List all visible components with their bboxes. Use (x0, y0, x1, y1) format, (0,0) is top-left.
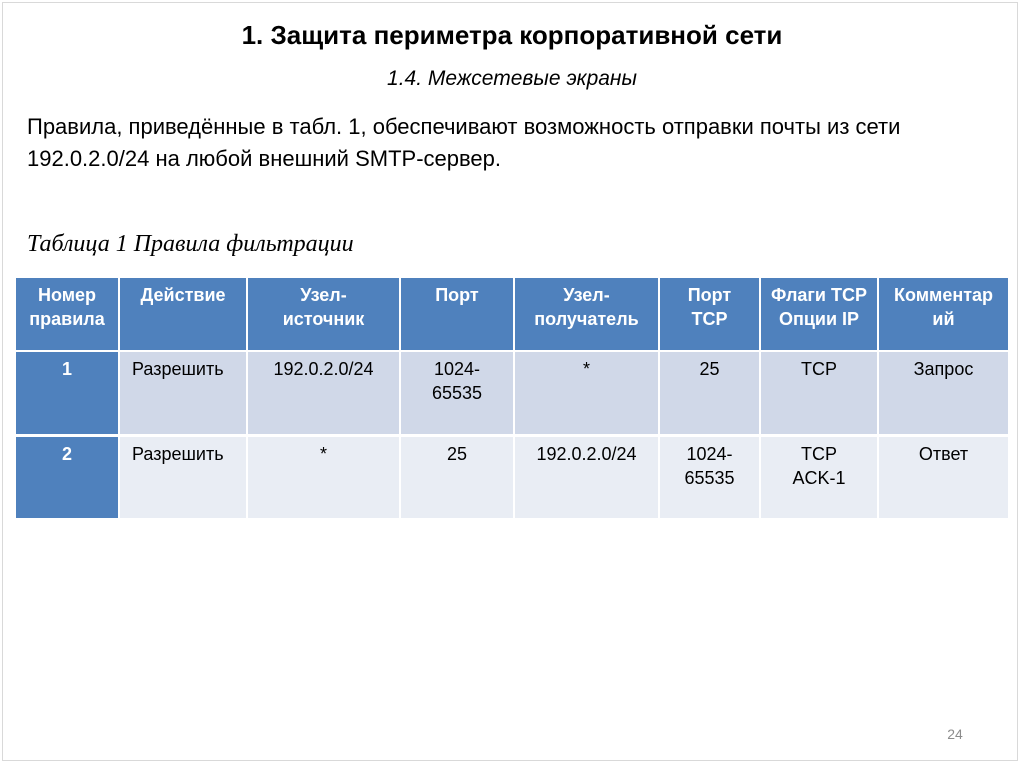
slide-subtitle: 1.4. Межсетевые экраны (387, 67, 637, 90)
header-text: Порт (435, 285, 479, 305)
cell-source-host: 192.0.2.0/24 (247, 351, 400, 435)
cell-text: 25 (699, 359, 720, 379)
header-text: Опции IP (778, 309, 860, 329)
cell-destination-host: 192.0.2.0/24 (514, 435, 659, 519)
header-destination-host (514, 277, 659, 351)
header-text: Порт (687, 285, 732, 305)
header-text: правила (29, 309, 105, 329)
cell-tcp-flags (760, 351, 878, 435)
cell-source-host: * (247, 435, 400, 519)
cell-action: Разрешить (119, 351, 247, 435)
cell-text: 1024- (686, 443, 733, 464)
cell-comment: Ответ (878, 435, 1009, 519)
header-tcp-port (659, 277, 760, 351)
cell-text: ACK-1 (792, 467, 846, 488)
table-caption: Таблица 1 Правила фильтрации (27, 231, 354, 257)
cell-port (400, 435, 514, 519)
table-row (15, 351, 1009, 435)
cell-text: 65535 (684, 467, 735, 488)
cell-tcp-port (659, 351, 760, 435)
cell-action: Разрешить (119, 435, 247, 519)
slide-title: 1. Защита периметра корпоративной сети (241, 20, 783, 50)
header-tcp-flags (760, 277, 878, 351)
page-number: 24 (947, 726, 963, 742)
header-text: ий (932, 309, 955, 329)
header-source-host (247, 277, 400, 351)
header-port (400, 277, 514, 351)
cell-text: TCP (801, 359, 837, 379)
header-rule-number (15, 277, 119, 351)
header-text: Узел- (563, 285, 610, 305)
header-text: Номер (37, 285, 97, 305)
cell-comment: Запрос (878, 351, 1009, 435)
cell-rule-number: 1 (15, 351, 119, 435)
table-header-row (15, 277, 1009, 351)
header-text: TCP (691, 309, 728, 329)
header-text: источник (282, 309, 365, 329)
cell-text: 65535 (431, 383, 483, 403)
cell-destination-host: * (514, 351, 659, 435)
cell-text: 1024- (433, 359, 481, 379)
body-paragraph (27, 111, 987, 175)
paragraph-line-2: 192.0.2.0/24 на любой внешний SMTP-сервер. (27, 146, 502, 171)
table-row (15, 435, 1009, 519)
cell-tcp-port (659, 435, 760, 519)
header-text: Действие (140, 285, 226, 305)
header-text: получатель (534, 309, 639, 329)
cell-tcp-flags (760, 435, 878, 519)
filter-rules-table (14, 276, 1010, 520)
header-action (119, 277, 247, 351)
header-text: Узел- (300, 285, 347, 305)
cell-rule-number: 2 (15, 435, 119, 519)
cell-text: 25 (446, 443, 468, 464)
paragraph-line-1: Правила, приведённые в табл. 1, обеспечивают возможность отправки почты из сети (27, 114, 901, 139)
header-text: Комментар (893, 285, 994, 305)
cell-port (400, 351, 514, 435)
header-text: Флаги TCP (771, 285, 867, 305)
header-comment (878, 277, 1009, 351)
cell-text: TCP (801, 443, 837, 464)
